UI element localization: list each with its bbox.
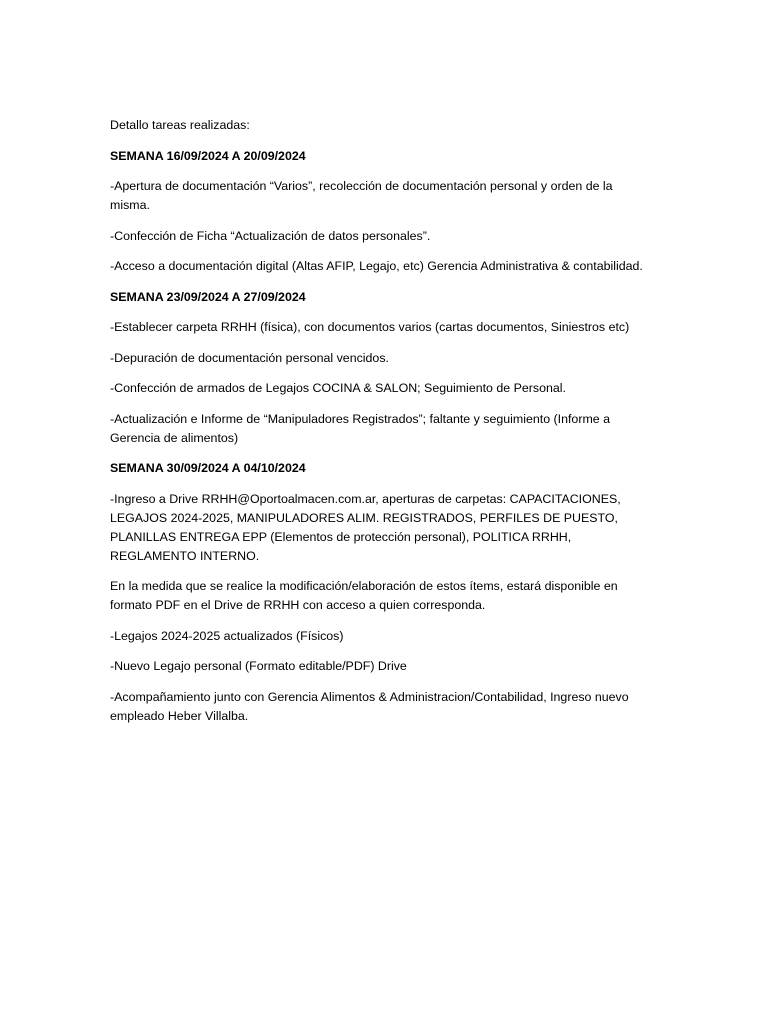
task-item: -Acompañamiento junto con Gerencia Alimentos & Administracion/Contabilidad, Ingreso nuevo empleado Heber Villalba. [110,689,629,723]
task-item: -Establecer carpeta RRHH (física), con documentos varios (cartas documentos, Siniestros etc) [110,320,630,334]
week-2-heading: SEMANA 23/09/2024 A 27/09/2024 [110,289,306,304]
task-item: -Legajos 2024-2025 actualizados (Físicos) [110,628,344,643]
task-note: En la medida que se realice la modificación/elaboración de estos ítems, estará disponible en formato PDF en el Drive de RRHH con acceso a quien corresponda. [110,579,618,612]
task-item: -Confección de Ficha “Actualización de datos personales”. [110,228,431,243]
task-item: -Apertura de documentación “Varios”, recolección de documentación personal y orden de la misma. [110,179,613,212]
task-item: -Confección de armados de Legajos COCINA & SALON; Seguimiento de Personal. [110,381,566,395]
task-item: -Depuración de documentación personal vencidos. [110,350,389,365]
week-1-heading: SEMANA 16/09/2024 A 20/09/2024 [110,148,306,163]
task-item: -Nuevo Legajo personal (Formato editable/PDF) Drive [110,659,407,673]
task-item: -Actualización e Informe de “Manipuladores Registrados”; faltante y seguimiento (Informe a Gerencia de alimentos) [110,411,610,445]
task-item: -Acceso a documentación digital (Altas AFIP, Legajo, etc) Gerencia Administrativa & contabilidad. [110,259,643,273]
document-body [110,116,650,737]
intro-text: Detallo tareas realizadas: [110,118,250,132]
task-item: -Ingreso a Drive RRHH@Oportoalmacen.com.ar, aperturas de carpetas: CAPACITACIONES, LEGAJOS 2024-2025, MANIPULADORES ALIM. REGISTRADOS, PERFILES DE PUESTO, PLANILLAS ENTREGA EPP (Elementos de protección personal), POLITICA RRHH, REGLAMENTO INTERNO. [110,491,621,563]
week-3-heading: SEMANA 30/09/2024 A 04/10/2024 [110,461,306,475]
